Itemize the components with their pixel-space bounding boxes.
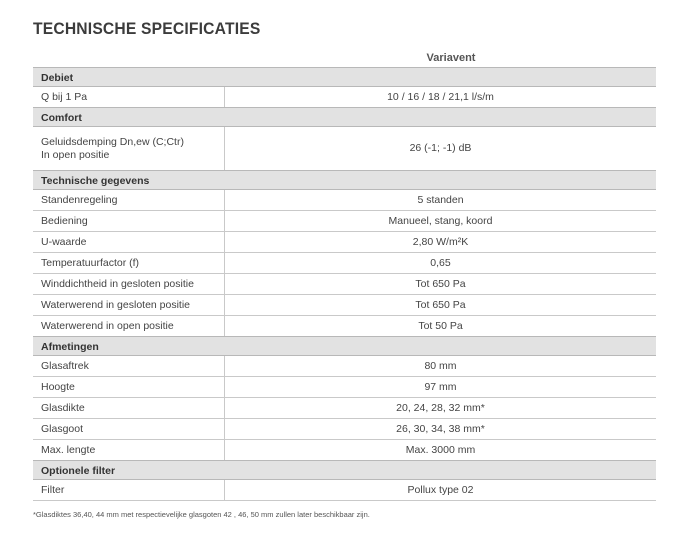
row-label	[33, 87, 225, 107]
row-label-line: Geluidsdemping Dn,ew (C;Ctr)	[41, 135, 184, 148]
row-value: 20, 24, 28, 32 mm*	[396, 401, 485, 414]
row-label	[33, 295, 225, 315]
table-body	[33, 67, 656, 501]
row-label	[33, 190, 225, 210]
row-value: Tot 650 Pa	[415, 298, 466, 311]
row-label	[33, 419, 225, 439]
row-label-line: Q bij 1 Pa	[41, 90, 88, 103]
table-row	[33, 398, 656, 419]
row-label-line: Standenregeling	[41, 193, 118, 206]
row-label-line: Filter	[41, 483, 65, 496]
table-row	[33, 440, 656, 461]
table-row	[33, 211, 656, 232]
table-row	[33, 190, 656, 211]
row-label-line: U-waarde	[41, 235, 87, 248]
table-row	[33, 127, 656, 171]
row-label-line: In open positie	[41, 148, 110, 161]
table-row	[33, 356, 656, 377]
row-label	[33, 316, 225, 336]
section-heading: Afmetingen	[33, 336, 656, 356]
row-value: 0,65	[430, 256, 451, 269]
row-label-line: Waterwerend in open positie	[41, 319, 174, 332]
row-label	[33, 440, 225, 460]
row-label	[33, 377, 225, 397]
row-label-line: Winddichtheid in gesloten positie	[41, 277, 194, 290]
row-label	[33, 398, 225, 418]
row-value: 80 mm	[424, 359, 457, 372]
row-value: 10 / 16 / 18 / 21,1 l/s/m	[387, 90, 494, 103]
row-label	[33, 127, 225, 170]
section-heading: Comfort	[33, 107, 656, 127]
row-value: Max. 3000 mm	[405, 443, 476, 456]
row-value: Manueel, stang, koord	[388, 214, 493, 227]
footnote: *Glasdiktes 36,40, 44 mm met respectievelijke glasgoten 42 , 46, 50 mm zullen later beschikbaar zijn.	[33, 510, 370, 519]
spec-table	[33, 49, 656, 501]
table-row	[33, 316, 656, 337]
row-label-line: Glasaftrek	[41, 359, 89, 372]
row-label-line: Glasgoot	[41, 422, 84, 435]
row-label	[33, 480, 225, 500]
row-label	[33, 211, 225, 231]
table-row	[33, 377, 656, 398]
row-value: 97 mm	[424, 380, 457, 393]
row-label	[33, 253, 225, 273]
table-row	[33, 232, 656, 253]
table-row	[33, 480, 656, 501]
section-heading: Technische gegevens	[33, 170, 656, 190]
row-label-line: Waterwerend in gesloten positie	[41, 298, 191, 311]
section-heading: Debiet	[33, 67, 656, 87]
row-value: 2,80 W/m²K	[412, 235, 469, 248]
column-header-label: Variavent	[426, 52, 476, 64]
row-label-line: Hoogte	[41, 380, 75, 393]
row-label	[33, 232, 225, 252]
row-label-line: Max. lengte	[41, 443, 96, 456]
column-header	[33, 49, 656, 68]
row-label	[33, 274, 225, 294]
table-row	[33, 419, 656, 440]
row-label-line: Temperatuurfactor (f)	[41, 256, 140, 269]
row-value: Pollux type 02	[407, 483, 474, 496]
row-value: 26 (-1; -1) dB	[409, 142, 472, 154]
row-label-line: Bediening	[41, 214, 88, 227]
page-title: TECHNISCHE SPECIFICATIES	[33, 19, 261, 38]
table-row	[33, 274, 656, 295]
table-row	[33, 87, 656, 108]
row-value: 5 standen	[417, 193, 464, 206]
row-value: Tot 50 Pa	[418, 319, 463, 332]
row-label-line: Glasdikte	[41, 401, 85, 414]
table-row	[33, 295, 656, 316]
row-value: Tot 650 Pa	[415, 277, 466, 290]
row-value: 26, 30, 34, 38 mm*	[396, 422, 485, 435]
row-label	[33, 356, 225, 376]
table-row	[33, 253, 656, 274]
section-heading: Optionele filter	[33, 460, 656, 480]
